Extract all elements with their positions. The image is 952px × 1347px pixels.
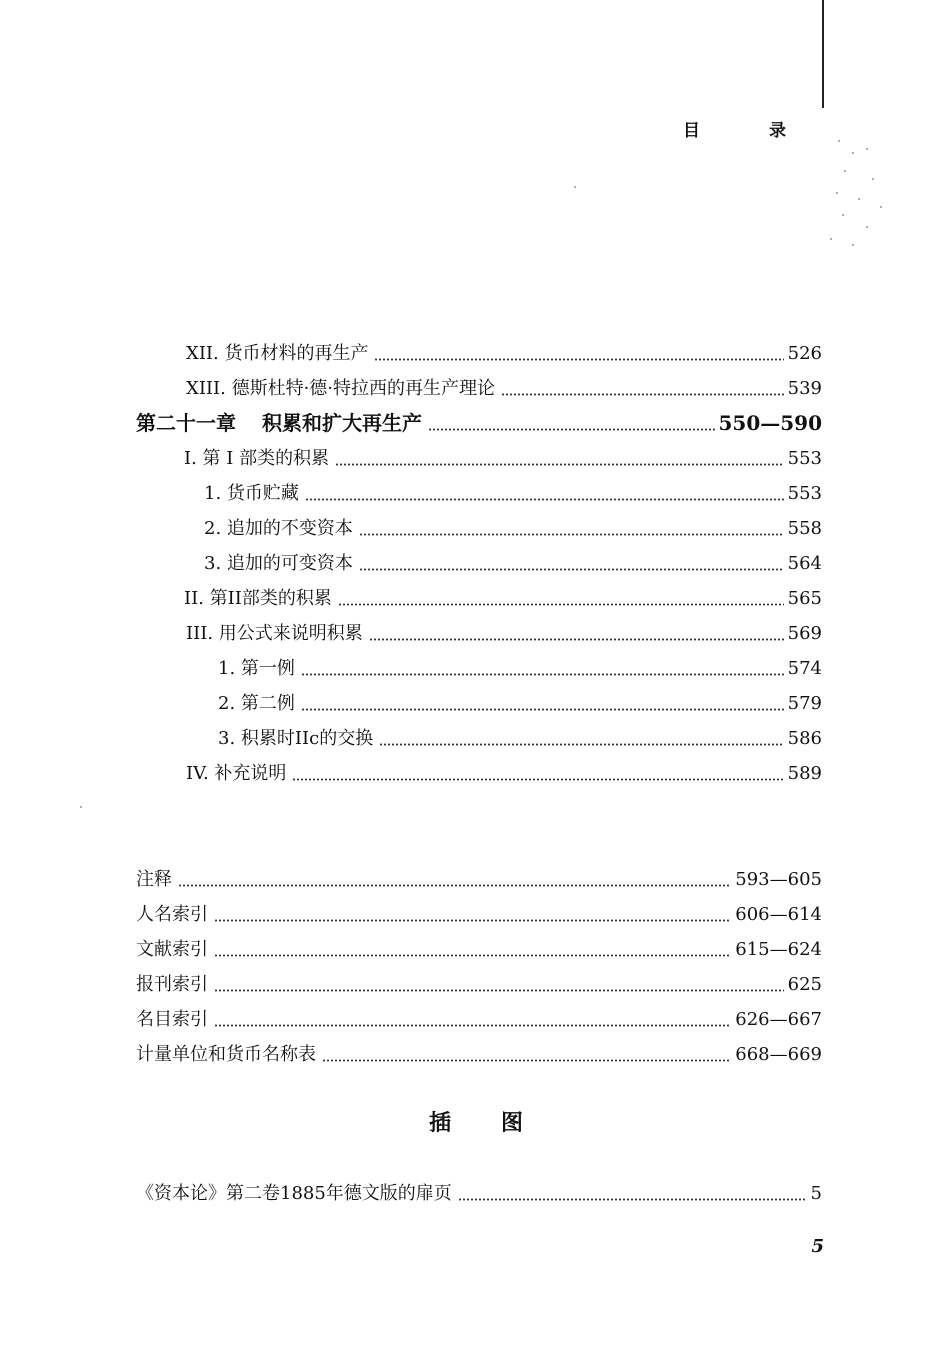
- dot-leader: [214, 932, 731, 967]
- appendix-entry-page: 593—605: [735, 869, 822, 890]
- dot-leader: [214, 967, 784, 1002]
- toc-entry: [136, 581, 822, 616]
- toc-entry-label: 3. 积累时IIc的交换: [218, 728, 374, 749]
- toc-entry-page: 579: [787, 693, 822, 714]
- chapter-title: 积累和扩大再生产: [262, 411, 422, 435]
- toc-entry: [136, 441, 822, 476]
- dot-leader: [359, 511, 784, 546]
- dot-leader: [178, 862, 731, 897]
- dot-leader: [458, 1176, 807, 1211]
- illustration-entry-page: 5: [810, 1183, 822, 1204]
- toc-entry-label: 1. 货币贮藏: [204, 483, 299, 504]
- toc-entry: [136, 476, 822, 511]
- toc-entry-label: I. 第 I 部类的积累: [184, 448, 330, 469]
- toc-entry: [136, 546, 822, 581]
- toc-entry: [136, 371, 822, 406]
- dot-leader: [338, 581, 784, 616]
- dot-leader: [369, 616, 784, 651]
- toc-entry-label: II. 第II部类的积累: [184, 588, 332, 609]
- toc-entry: [136, 651, 822, 686]
- appendix-entry-label: 注释: [136, 869, 172, 890]
- toc-entry-page: 564: [787, 553, 822, 574]
- appendix-entry-label: 名目索引: [136, 1009, 208, 1030]
- appendix-entry-page: 626—667: [735, 1009, 822, 1030]
- toc-entry-label: 3. 追加的可变资本: [204, 553, 353, 574]
- toc-entry-page: 550—590: [718, 411, 822, 435]
- dot-leader: [501, 371, 784, 406]
- dot-leader: [301, 651, 784, 686]
- toc-entry-page: 569: [787, 623, 822, 644]
- toc-entry-label: 2. 第二例: [218, 693, 295, 714]
- toc-entry-page: 558: [787, 518, 822, 539]
- dot-leader: [301, 686, 784, 721]
- toc-chapter-entry: [136, 406, 822, 441]
- appendix-entry: [136, 862, 822, 897]
- toc-entry: [136, 686, 822, 721]
- dot-leader: [379, 721, 783, 756]
- illustrations-heading: [0, 1106, 952, 1137]
- appendix-entry-page: 668—669: [735, 1044, 822, 1065]
- page-edge-line: [822, 0, 824, 108]
- toc-entry-page: 553: [787, 448, 822, 469]
- dot-leader: [359, 546, 784, 581]
- appendix-entry-page: 625: [787, 974, 822, 995]
- illustration-entry: [136, 1176, 822, 1211]
- toc-entry-label: 1. 第一例: [218, 658, 295, 679]
- chapter-number: 第二十一章: [136, 411, 236, 435]
- illustration-entry-label: 《资本论》第二卷1885年德文版的扉页: [136, 1183, 452, 1204]
- appendix-entry: [136, 897, 822, 932]
- appendix-entry-page: 615—624: [735, 939, 822, 960]
- dot-leader: [374, 336, 783, 371]
- running-header: 目 录: [683, 121, 812, 141]
- toc-entry-page: 589: [787, 763, 822, 784]
- appendix-entry-label: 计量单位和货币名称表: [136, 1044, 316, 1065]
- dot-leader: [322, 1037, 731, 1072]
- appendix-entry: [136, 932, 822, 967]
- toc-entry-page: 574: [787, 658, 822, 679]
- appendix-entry: [136, 1002, 822, 1037]
- toc-entry: [136, 756, 822, 791]
- toc-entry: [136, 336, 822, 371]
- dot-leader: [214, 1002, 731, 1037]
- toc-entry-page: 526: [787, 343, 822, 364]
- appendix-entry-label: 人名索引: [136, 904, 208, 925]
- toc-entry: [136, 511, 822, 546]
- toc-entry-label: 2. 追加的不变资本: [204, 518, 353, 539]
- dot-leader: [335, 441, 784, 476]
- toc-entry-page: 565: [787, 588, 822, 609]
- toc-entry: [136, 721, 822, 756]
- toc-entry-label: IV. 补充说明: [186, 763, 287, 784]
- toc-entry-label: XIII. 德斯杜特·德·特拉西的再生产理论: [186, 378, 496, 399]
- toc-entry-label: XII. 货币材料的再生产: [186, 343, 369, 364]
- appendix-entry-label: 报刊索引: [136, 974, 208, 995]
- appendix-entry: [136, 1037, 822, 1072]
- appendix-entry-label: 文献索引: [136, 939, 208, 960]
- toc-entry-label: III. 用公式来说明积累: [186, 623, 363, 644]
- dot-leader: [214, 897, 731, 932]
- appendix-entry: [136, 967, 822, 1002]
- appendix-entry-page: 606—614: [735, 904, 822, 925]
- toc-entry-page: 586: [787, 728, 822, 749]
- toc-entry-page: 553: [787, 483, 822, 504]
- toc-entry: [136, 616, 822, 651]
- dot-leader: [305, 476, 784, 511]
- dot-leader: [428, 406, 715, 441]
- illustrations-heading-text: 插图: [428, 1110, 573, 1136]
- page-number: 5: [811, 1236, 824, 1257]
- dot-leader: [292, 756, 783, 791]
- toc-entry-page: 539: [787, 378, 822, 399]
